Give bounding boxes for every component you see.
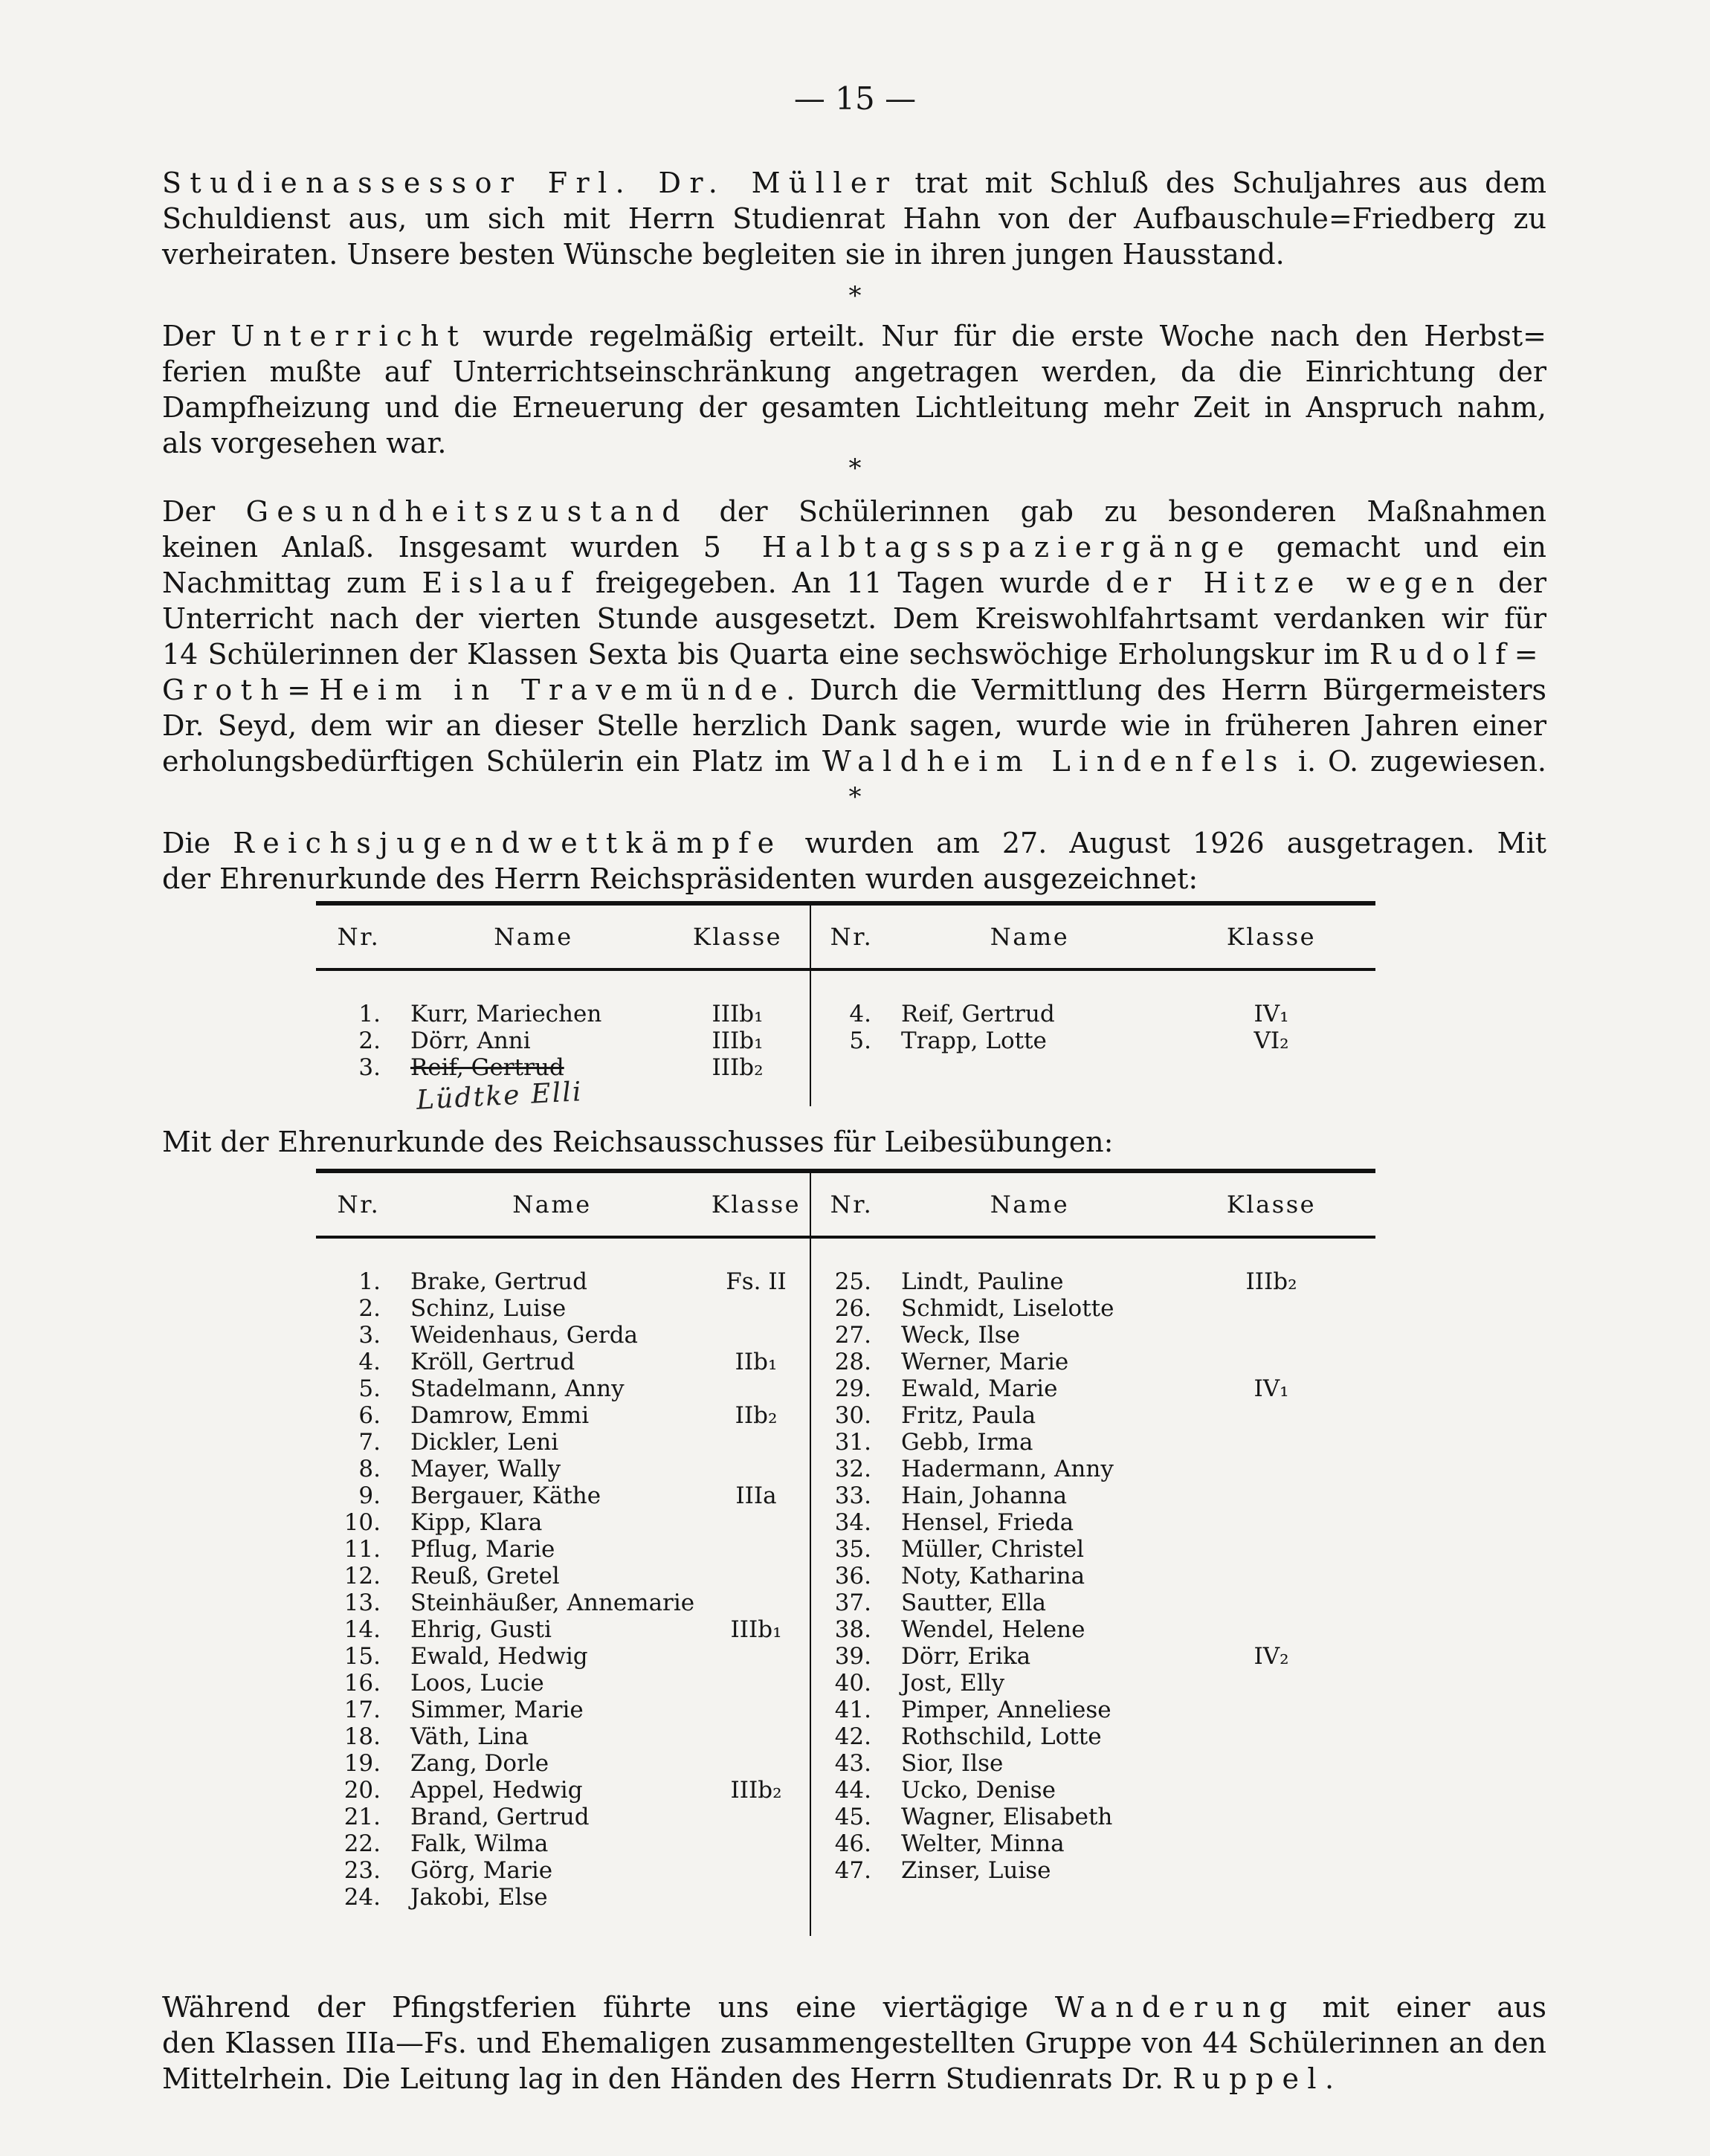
table-row: 3. Weidenhaus, Gerda 27. Weck, Ilse bbox=[358, 1322, 1020, 1349]
table-row: 24. Jakobi, Else bbox=[316, 1884, 1375, 1911]
table-row: 17. Simmer, Marie 41. Pimper, Anneliese bbox=[343, 1697, 1112, 1723]
table-row: 2. Dörr, Anni IIIb₁ 5. Trapp, Lotte VI₂ bbox=[358, 1027, 1289, 1054]
section-star: * bbox=[848, 454, 862, 483]
header-name: Name bbox=[401, 1171, 703, 1237]
handwritten-correction: Lüdtke Elli bbox=[416, 1077, 584, 1116]
table-row: 5. Stadelmann, Anny 29. Ewald, Marie IV₁ bbox=[358, 1375, 1289, 1402]
table-row: 21. Brand, Gertrud 45. Wagner, Elisabeth bbox=[343, 1804, 1113, 1830]
table-row: 11. Pflug, Marie 35. Müller, Christel bbox=[343, 1536, 1085, 1563]
section-star: * bbox=[848, 281, 862, 311]
award-table-president bbox=[316, 901, 1375, 1106]
table-row: 23. Görg, Marie 47. Zinser, Luise bbox=[343, 1857, 1051, 1884]
table-row: 8. Mayer, Wally 32. Hadermann, Anny bbox=[358, 1456, 1114, 1482]
table-row: 10. Kipp, Klara 34. Hensel, Frieda bbox=[343, 1509, 1074, 1536]
header-name: Name bbox=[401, 903, 665, 969]
header-name: Name bbox=[892, 903, 1167, 969]
table-row: 12. Reuß, Gretel 36. Noty, Katharina bbox=[343, 1563, 1085, 1589]
table-row: 14. Ehrig, Gusti IIIb₁ 38. Wendel, Helene bbox=[343, 1616, 1085, 1643]
spaced-phrase: Wanderung bbox=[1054, 1991, 1296, 2024]
table-header-row bbox=[316, 1171, 1375, 1237]
header-nr: Nr. bbox=[810, 903, 892, 969]
spaced-phrase: Groth=Heim in Travemünde bbox=[162, 674, 787, 706]
table-row: 9. Bergauer, Käthe IIIa 33. Hain, Johanna bbox=[358, 1482, 1068, 1509]
section-star: * bbox=[848, 782, 862, 812]
table-row: 7. Dickler, Leni 31. Gebb, Irma bbox=[358, 1429, 1033, 1456]
table-header-row bbox=[316, 903, 1375, 969]
spaced-phrase: Rudolf= bbox=[1369, 638, 1546, 671]
struck-name: Reif, Gertrud bbox=[410, 1054, 564, 1081]
spaced-phrase: 5 Halbtagsspaziergänge bbox=[703, 531, 1253, 564]
spaced-phrase: Studienassessor Frl. Dr. Müller bbox=[162, 167, 898, 199]
table-row: 3. Reif, Gertrud IIIb₂ bbox=[316, 1054, 1375, 1081]
spaced-phrase: der Hitze wegen bbox=[1106, 567, 1483, 599]
table-row: 1. Kurr, Mariechen IIIb₁ 4. Reif, Gertrud IV₁ bbox=[358, 1001, 1289, 1027]
paragraph-staff-change: Studienassessor Frl. Dr. Müller trat mit Schluß des Schuljahres aus dem Schuldienst aus, um sich mit Herrn Studienrat Hahn von der Aufbauschule=Friedberg zu verheiraten. Unsere besten Wünsche begleiten sie in ihren jungen Hausstand. bbox=[162, 167, 1547, 271]
header-nr: Nr. bbox=[810, 1171, 892, 1237]
paragraph-hike: Während der Pfingstferien führte uns eine viertägige Wanderung mit einer aus den Klassen IIIa—Fs. und Ehemaligen zusammengestellten Gruppe von 44 Schülerinnen an den Mittelrhein. Die Leitung lag in den Händen des Herrn Studienrats Dr. Ruppel. bbox=[162, 1991, 1546, 2095]
spaced-phrase: Gesundheitszustand bbox=[245, 495, 689, 528]
table-row: 1. Brake, Gertrud Fs. II 25. Lindt, Pauline IIIb₂ bbox=[358, 1268, 1297, 1295]
spaced-phrase: Eislauf bbox=[422, 567, 581, 599]
paragraph-reichsausschuss: Mit der Ehrenurkunde des Reichsausschusses für Leibesübungen: bbox=[162, 1126, 1114, 1158]
spaced-phrase: Ruppel bbox=[1172, 2062, 1325, 2095]
paragraph-youth-competitions: Die Reichsjugendwettkämpfe wurden am 27. August 1926 ausgetragen. Mit der Ehrenurkunde des Herrn Reichspräsidenten wurden ausgezeichnet: bbox=[162, 827, 1547, 895]
header-nr: Nr. bbox=[316, 903, 401, 969]
table-row: 19. Zang, Dorle 43. Sior, Ilse bbox=[343, 1750, 1004, 1777]
header-nr: Nr. bbox=[316, 1171, 401, 1237]
header-klasse: Klasse bbox=[1167, 903, 1375, 969]
header-klasse: Klasse bbox=[1167, 1171, 1375, 1237]
header-klasse: Klasse bbox=[665, 903, 810, 969]
table-row: 20. Appel, Hedwig IIIb₂ 44. Ucko, Denise bbox=[343, 1777, 1056, 1804]
table-row: 4. Kröll, Gertrud IIb₁ 28. Werner, Marie bbox=[358, 1349, 1069, 1375]
table-row: 16. Loos, Lucie 40. Jost, Elly bbox=[343, 1670, 1005, 1697]
table-row: 15. Ewald, Hedwig 39. Dörr, Erika IV₂ bbox=[343, 1643, 1289, 1670]
paragraph-instruction: Der Unterricht wurde regelmäßig erteilt. Nur für die erste Woche nach den Herbst= ferien mußte auf Unterrichtseinschränkung angetragen werden, da die Einrichtung der Dampfheizung und die Erneuerung der gesamten Lichtleitung mehr Zeit in Anspruch nahm, als vorgesehen war. bbox=[162, 320, 1547, 459]
table-row: 18. Väth, Lina 42. Rothschild, Lotte bbox=[343, 1723, 1102, 1750]
table-row: 6. Damrow, Emmi IIb₂ 30. Fritz, Paula bbox=[358, 1402, 1036, 1429]
header-klasse: Klasse bbox=[703, 1171, 810, 1237]
spaced-phrase: Unterricht bbox=[230, 320, 468, 352]
table-row: 2. Schinz, Luise 26. Schmidt, Liselotte bbox=[358, 1295, 1114, 1322]
paragraph-health: Der Gesundheitszustand der Schülerinnen gab zu besonderen Maßnahmen keinen Anlaß. Insgesamt wurden 5 Halbtagsspaziergänge gemacht und ein Nachmittag zum Eislauf freigegeben. An 11 Tagen wurde der Hitze wegen der Unterricht nach der vierten Stunde ausgesetzt. Dem Kreiswohlfahrtsamt verdanken wir für 14 Schülerinnen der Klassen Sexta bis Quarta eine sechswöchige Erholungskur im Rudolf= Groth=Heim in Travemünde. Durch die Vermittlung des Herrn Bürgermeisters Dr. Seyd, dem wir an dieser Stelle herzlich Dank sagen, wurde wie in früheren Jahren einer erholungsbedürftigen Schülerin ein Platz im Waldheim Lindenfels i. O. zugewiesen. bbox=[162, 495, 1547, 778]
table-row: 13. Steinhäußer, Annemarie 37. Sautter, Ella bbox=[343, 1589, 1047, 1616]
header-name: Name bbox=[892, 1171, 1167, 1237]
table-row: 22. Falk, Wilma 46. Welter, Minna bbox=[343, 1830, 1065, 1857]
page-number: — 15 — bbox=[793, 80, 917, 117]
award-table-reichsausschuss bbox=[316, 1169, 1375, 1936]
spaced-phrase: Waldheim Lindenfels bbox=[822, 745, 1286, 778]
spaced-phrase: Reichsjugendwettkämpfe bbox=[233, 827, 783, 859]
